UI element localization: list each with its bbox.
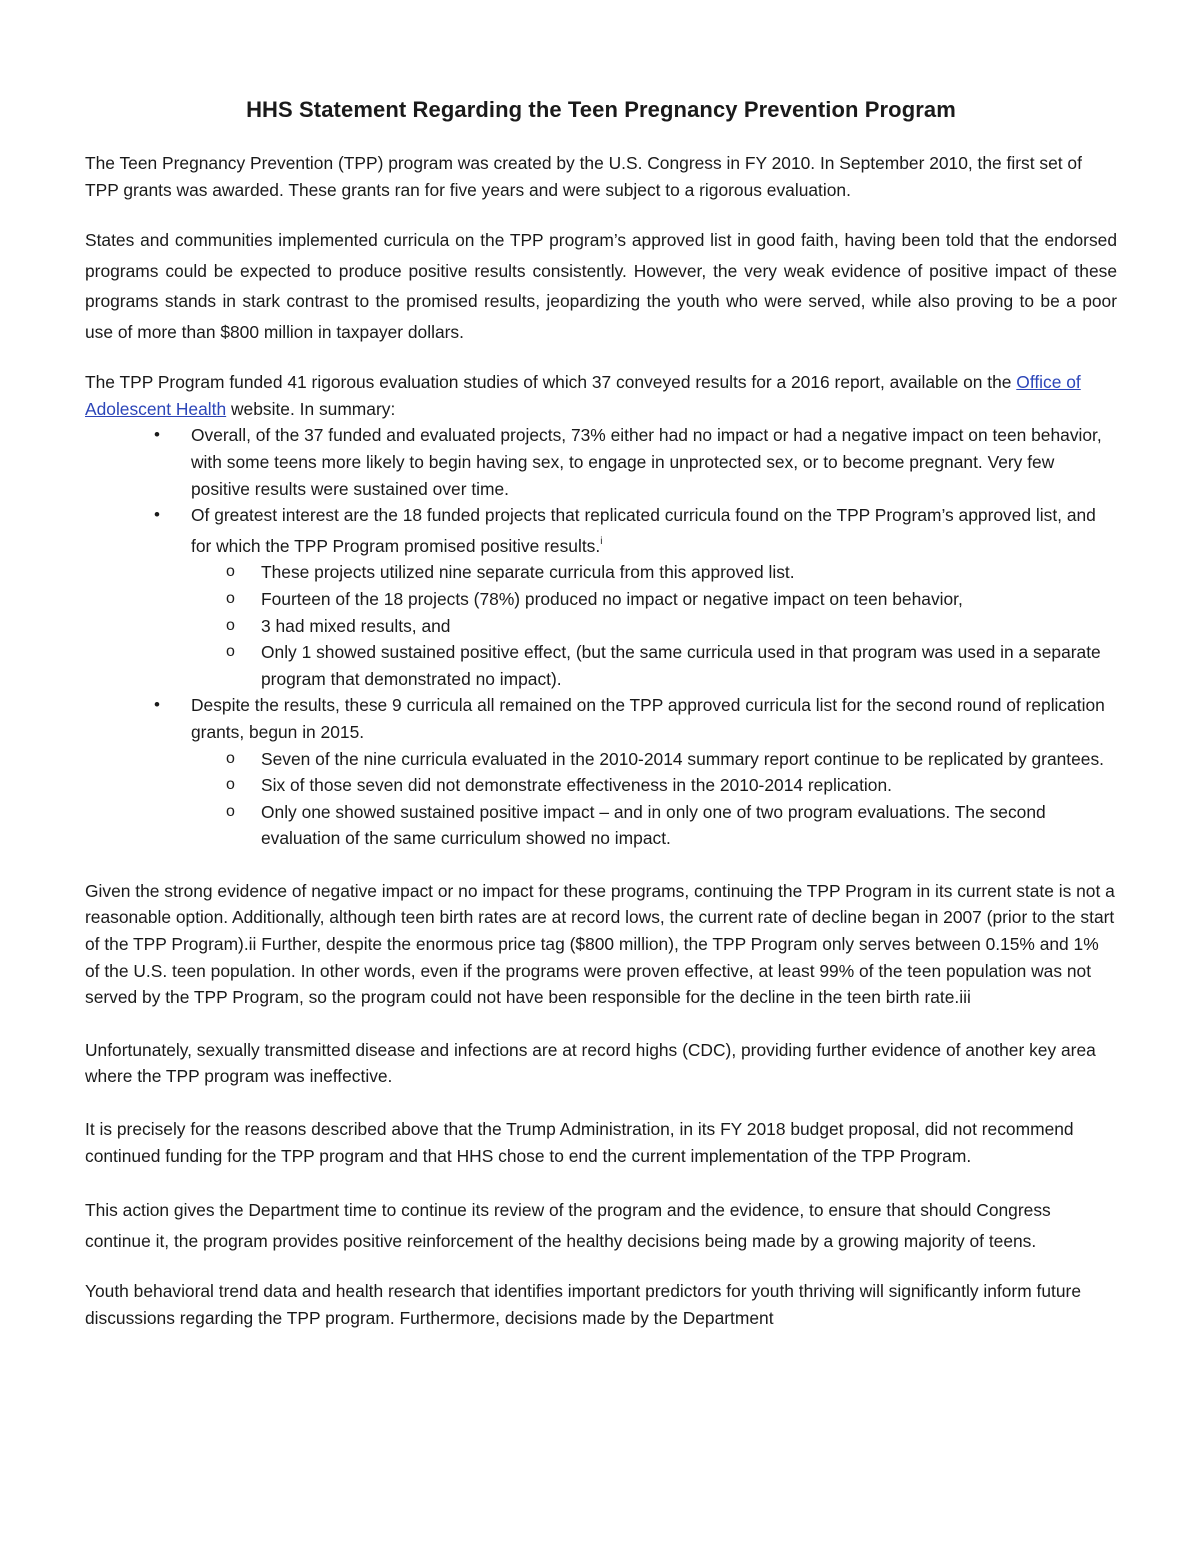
sub-text: Six of those seven did not demonstrate effectiveness in the 2010-2014 replication.	[261, 775, 892, 796]
sub-text: Seven of the nine curricula evaluated in the 2010-2014 summary report continue to be replicated by grantees.	[261, 748, 1104, 769]
paragraph-action: This action gives the Department time to continue its review of the program and the evidence, to ensure that should Congress continue it, the program provides positive reinforcement of the healthy decisions being made by a growing majority of teens.	[85, 1200, 1051, 1251]
sub-marker: o	[226, 589, 235, 607]
paragraph-curricula: States and communities implemented curricula on the TPP program’s approved list in good faith, having been told that the endorsed programs could be expected to produce positive results consistently. However, the very weak evidence of positive impact of these programs stands in stark contrast to the promised results, jeopardizing the youth who were served, while also proving to be a poor use of more than $800 million in taxpayer dollars.	[85, 230, 1117, 342]
sub-text: These projects utilized nine separate curricula from this approved list.	[261, 562, 795, 583]
document-title: HHS Statement Regarding the Teen Pregnancy Prevention Program	[246, 97, 956, 122]
sub-marker: o	[226, 776, 235, 794]
sub-marker: o	[226, 616, 235, 634]
sub-marker: o	[226, 802, 235, 820]
sub-item	[191, 746, 1117, 773]
bullet-item-greatest-interest	[85, 502, 1117, 692]
sub-text: Fourteen of the 18 projects (78%) produced no impact or negative impact on teen behavior,	[261, 588, 963, 609]
bullet-text: Despite the results, these 9 curricula all remained on the TPP approved curricula list for the second round of replication grants, begun in 2015.	[191, 695, 1105, 742]
sub-item	[191, 639, 1117, 692]
sub-list	[191, 746, 1117, 852]
paragraph-intro: The Teen Pregnancy Prevention (TPP) program was created by the U.S. Congress in FY 2010. In September 2010, the first set of TPP grants was awarded. These grants ran for five years and were subject to a rigorous evaluation.	[85, 153, 1082, 200]
sub-item	[191, 772, 1117, 799]
summary-text-start: The TPP Program funded 41 rigorous evaluation studies of which 37 conveyed results for a 2016 report, available on the	[85, 372, 1017, 393]
sub-list	[191, 559, 1117, 692]
bullet-text: Overall, of the 37 funded and evaluated projects, 73% either had no impact or had a negative impact on teen behavior, with some teens more likely to begin having sex, to engage in unprotected sex, or to become pregnant. Very few positive results were sustained over time.	[191, 425, 1102, 499]
sub-marker: o	[226, 643, 235, 661]
paragraph-future: Youth behavioral trend data and health research that identifies important predictors for youth thriving will significantly inform future discussions regarding the TPP program. Furthermore, decisions made by the Department	[85, 1281, 1081, 1328]
paragraph-budget: It is precisely for the reasons described above that the Trump Administration, in its FY 2018 budget proposal, did not recommend continued funding for the TPP program and that HHS chose to end the current implementation of the TPP Program.	[85, 1119, 1074, 1166]
summary-text-end: website. In summary:	[226, 398, 396, 419]
bullet-marker: •	[154, 425, 160, 445]
footnote-marker: i	[600, 535, 603, 547]
paragraph-summary	[85, 369, 1117, 422]
bullet-item-overall	[85, 422, 1117, 502]
sub-item	[191, 586, 1117, 613]
sub-text: 3 had mixed results, and	[261, 615, 451, 636]
sub-item	[191, 613, 1117, 640]
paragraph-std: Unfortunately, sexually transmitted disease and infections are at record highs (CDC), providing further evidence of another key area where the TPP program was ineffective.	[85, 1039, 1096, 1087]
sub-marker: o	[226, 749, 235, 767]
bullet-text: Of greatest interest are the 18 funded projects that replicated curricula found on the TPP Program’s approved list, and for which the TPP Program promised positive results.	[191, 505, 1096, 556]
bullet-marker: •	[154, 505, 160, 525]
sub-item	[191, 559, 1117, 586]
sub-marker: o	[226, 563, 235, 581]
sub-item	[191, 799, 1117, 852]
sub-text: Only 1 showed sustained positive effect, (but the same curricula used in that program was used in a separate program that demonstrated no impact).	[261, 642, 1101, 689]
summary-bullet-list	[85, 422, 1117, 852]
document-page	[85, 96, 1117, 1331]
paragraph-evidence: Given the strong evidence of negative impact or no impact for these programs, continuing the TPP Program in its current state is not a reasonable option. Additionally, although teen birth rates are at record lows, the current rate of decline began in 2007 (prior to the start of the TPP Program).ii Further, despite the enormous price tag ($800 million), the TPP Program only serves between 0.15% and 1% of the U.S. teen population. In other words, even if the programs were proven effective, at least 99% of the teen population was not served by the TPP Program, so the program could not have been responsible for the decline in the teen birth rate.iii	[85, 880, 1115, 1008]
office-of-adolescent-health-link[interactable]: Office of Adolescent Health	[85, 372, 1081, 419]
bullet-marker: •	[154, 695, 160, 715]
bullet-item-despite-results	[85, 692, 1117, 852]
sub-text: Only one showed sustained positive impact – and in only one of two program evaluations. The second evaluation of the same curriculum showed no impact.	[261, 801, 1046, 849]
